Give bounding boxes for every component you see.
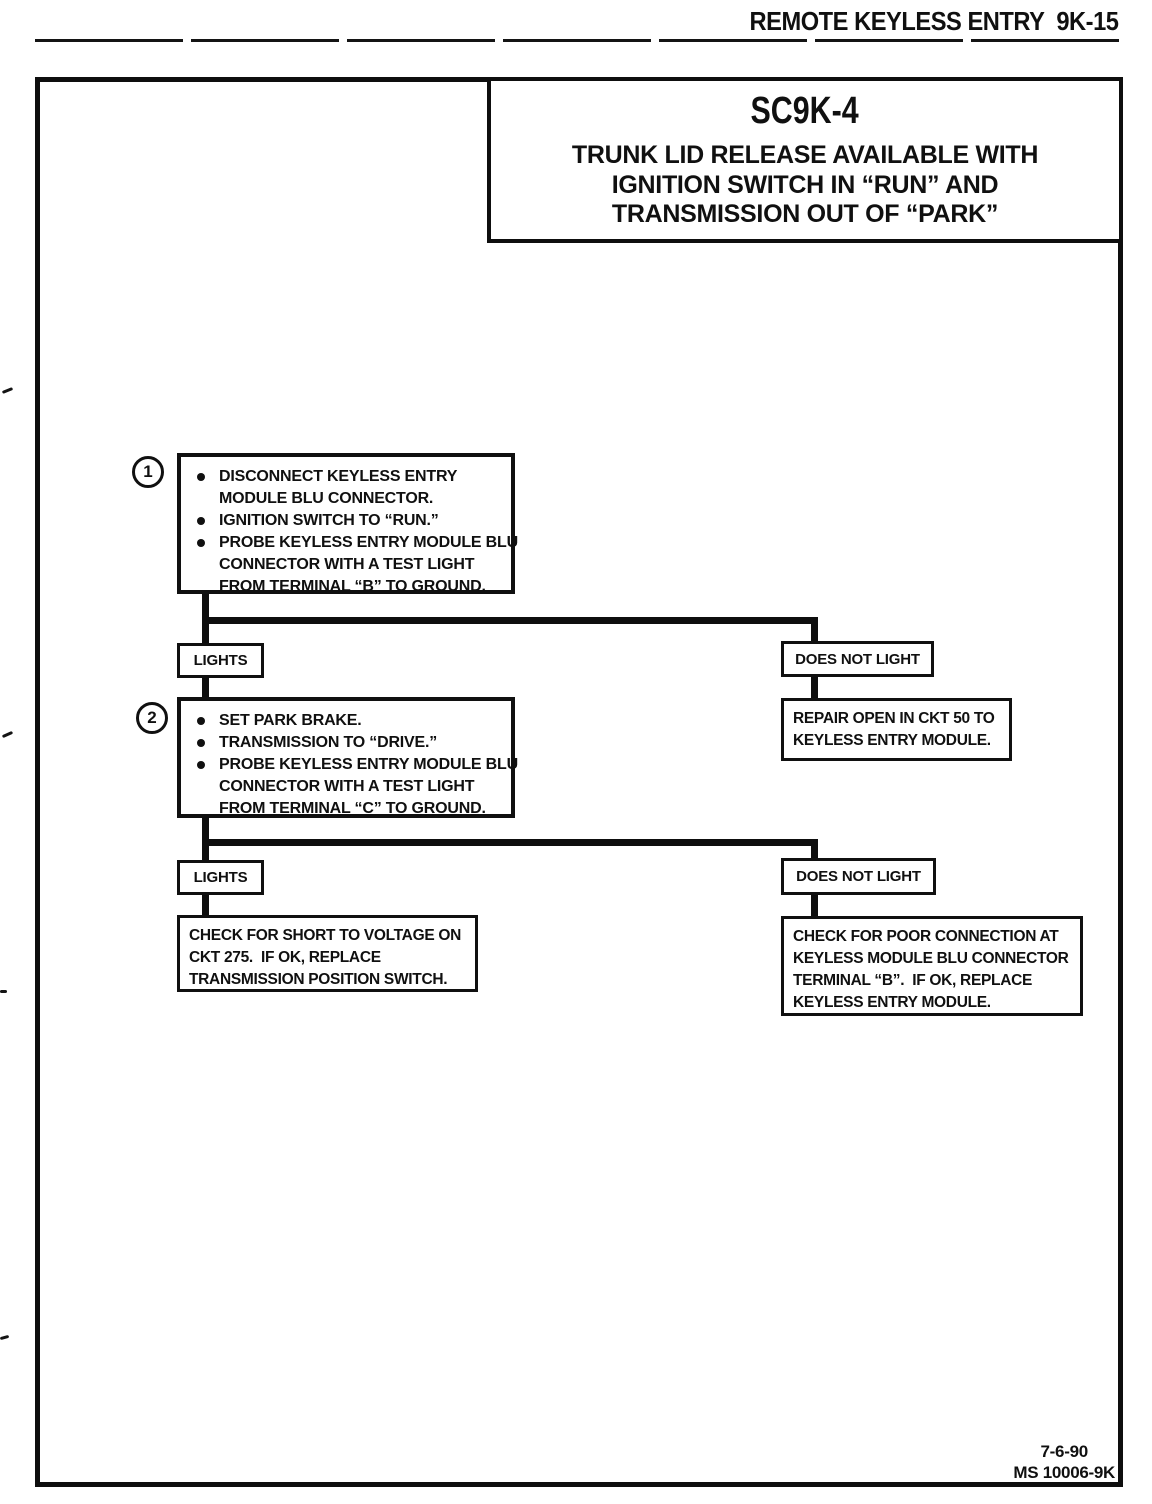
bullet-icon — [197, 517, 205, 525]
bullet-item — [181, 532, 518, 598]
bullet-icon — [197, 717, 205, 725]
lights-result-box-2 — [177, 860, 264, 895]
bullet-icon — [197, 473, 205, 481]
check-connection-action-box: CHECK FOR POOR CONNECTION AT KEYLESS MODULE BLU CONNECTOR TERMINAL “B”. IF OK, REPLACE KEYLESS ENTRY MODULE. — [781, 916, 1083, 1016]
lights-label: LIGHTS — [193, 869, 248, 886]
scan-artifact — [0, 1335, 9, 1340]
lights-label: LIGHTS — [193, 652, 248, 669]
bullet-item — [181, 754, 518, 820]
bullet-icon — [197, 739, 205, 747]
connector-line — [202, 839, 818, 846]
header-rule — [35, 39, 1123, 42]
connector-line — [811, 839, 818, 859]
step-1-box — [177, 453, 518, 595]
bullet-text: IGNITION SWITCH TO “RUN.” — [219, 512, 439, 529]
page-header-title: REMOTE KEYLESS ENTRY 9K-15 — [749, 6, 1118, 36]
does-not-light-label: DOES NOT LIGHT — [795, 650, 920, 668]
bullet-text: PROBE KEYLESS ENTRY MODULE BLU CONNECTOR WITH A TEST LIGHT FROM TERMINAL “B” TO GROUND. — [219, 534, 518, 595]
connector-line — [202, 678, 209, 698]
connector-line — [811, 895, 818, 916]
step-1-number: 1 — [143, 462, 153, 481]
step-2-box — [177, 697, 518, 818]
connector-line — [811, 677, 818, 699]
lights-result-box-1 — [177, 643, 264, 678]
connector-line — [202, 617, 818, 624]
check-short-action-box: CHECK FOR SHORT TO VOLTAGE ON CKT 275. IF OK, REPLACE TRANSMISSION POSITION SWITCH. — [177, 915, 478, 992]
does-not-light-box-2 — [781, 858, 936, 895]
chart-subtitle: TRUNK LID RELEASE AVAILABLE WITH IGNITION SWITCH IN “RUN” AND TRANSMISSION OUT OF “PARK” — [571, 141, 1039, 229]
bullet-text: PROBE KEYLESS ENTRY MODULE BLU CONNECTOR WITH A TEST LIGHT FROM TERMINAL “C” TO GROUND. — [219, 756, 518, 817]
scan-artifact — [2, 731, 13, 738]
bullet-item — [181, 510, 509, 532]
bullet-item — [181, 710, 509, 732]
step-2-circle — [136, 702, 168, 734]
scan-artifact — [2, 387, 13, 394]
chart-title-box — [487, 77, 1123, 243]
bullet-text: DISCONNECT KEYLESS ENTRY MODULE BLU CONNECTOR. — [219, 468, 458, 507]
chart-code: SC9K-4 — [750, 90, 860, 133]
repair-open-action-box: REPAIR OPEN IN CKT 50 TO KEYLESS ENTRY MODULE. — [781, 698, 1012, 761]
does-not-light-label: DOES NOT LIGHT — [796, 868, 921, 885]
bullet-text: TRANSMISSION TO “DRIVE.” — [219, 734, 438, 751]
bullet-item — [181, 466, 509, 510]
bullet-text: SET PARK BRAKE. — [219, 712, 362, 729]
footer-code: MS 10006-9K — [1013, 1463, 1115, 1482]
scan-artifact — [0, 990, 7, 993]
step-1-circle — [132, 456, 164, 488]
does-not-light-box-1 — [781, 641, 934, 677]
bullet-icon — [197, 761, 205, 769]
step-2-number: 2 — [147, 708, 157, 727]
connector-line — [202, 895, 209, 915]
footer-date: 7-6-90 — [1040, 1442, 1088, 1461]
page-footer — [1013, 1441, 1115, 1483]
connector-line — [811, 617, 818, 641]
bullet-item — [181, 732, 509, 754]
bullet-icon — [197, 539, 205, 547]
